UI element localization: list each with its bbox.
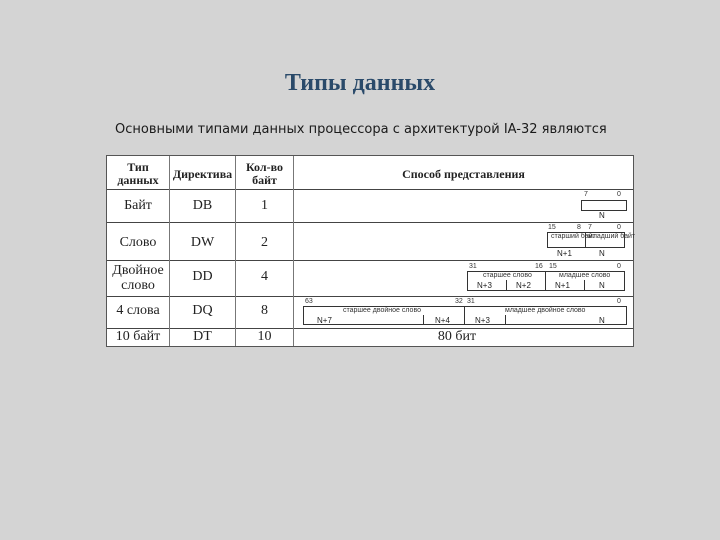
box-divider	[464, 315, 465, 325]
address-label: N+1	[557, 249, 572, 258]
bit-label: 0	[617, 191, 621, 198]
row-divider	[107, 222, 633, 223]
field-label: старшее слово	[483, 272, 532, 279]
bit-label: 15	[549, 263, 557, 270]
bit-label: 31	[467, 298, 475, 305]
row-size: 8	[261, 303, 268, 318]
row-directive: DW	[190, 235, 215, 250]
bit-label: 63	[305, 298, 313, 305]
bit-label: 7	[588, 224, 592, 231]
field-label: младшее двойное слово	[505, 307, 586, 314]
address-label: N+3	[477, 281, 492, 290]
bit-label: 8	[577, 224, 581, 231]
byte-box	[581, 200, 627, 211]
header-type: Тип данных	[117, 160, 159, 187]
box-divider	[423, 315, 424, 325]
data-types-table	[106, 155, 634, 347]
row-directive: DB	[192, 198, 213, 213]
row-divider	[107, 260, 633, 261]
box-divider	[584, 280, 585, 291]
box-divider	[505, 315, 506, 325]
row-size: 1	[261, 198, 268, 213]
field-label: младший байт	[588, 233, 636, 240]
header-size: Кол-во байт	[245, 160, 284, 187]
bit-label: 31	[469, 263, 477, 270]
bit-label: 0	[617, 263, 621, 270]
box-divider	[545, 280, 546, 291]
address-label: N+2	[516, 281, 531, 290]
row-directive: DQ	[192, 303, 213, 318]
bit-label: 16	[535, 263, 543, 270]
row-divider	[107, 328, 633, 329]
qword-address-row	[303, 315, 627, 325]
address-label: N	[599, 316, 605, 325]
row-type: 4 слова	[116, 303, 160, 318]
intro-text: Основными типами данных процессора с архитектурой IA-32 являются	[115, 122, 607, 137]
row-size: 10	[257, 329, 272, 344]
bit-label: 32	[455, 298, 463, 305]
row-directive: DT	[193, 329, 212, 344]
row-type: Двойное слово	[112, 263, 164, 293]
bit-label: 7	[584, 191, 588, 198]
bit-label: 15	[548, 224, 556, 231]
bit-label: 0	[617, 224, 621, 231]
field-label: старшее двойное слово	[343, 307, 421, 314]
tbyte-bits-label: 80 бит	[437, 329, 477, 344]
row-directive: DD	[192, 269, 213, 284]
row-type: Слово	[119, 235, 157, 250]
row-type: 10 байт	[115, 329, 161, 344]
address-label: N+3	[475, 316, 490, 325]
field-label: старший байт	[551, 233, 596, 240]
header-directive: Директива	[172, 167, 233, 181]
column-divider	[293, 156, 294, 346]
address-label: N	[599, 249, 605, 258]
address-label: N	[599, 281, 605, 290]
address-label: N+7	[317, 316, 332, 325]
row-divider	[107, 296, 633, 297]
header-divider	[107, 189, 633, 190]
slide-title: Типы данных	[284, 70, 436, 96]
bit-label: 0	[617, 298, 621, 305]
header-representation: Способ представления	[402, 167, 525, 181]
row-size: 4	[261, 269, 268, 284]
box-divider	[506, 280, 507, 291]
address-label: N+4	[435, 316, 450, 325]
address-label: N+1	[555, 281, 570, 290]
row-size: 2	[261, 235, 268, 250]
row-type: Байт	[124, 198, 152, 213]
field-label: младшее слово	[559, 272, 611, 279]
address-label: N	[599, 211, 605, 220]
